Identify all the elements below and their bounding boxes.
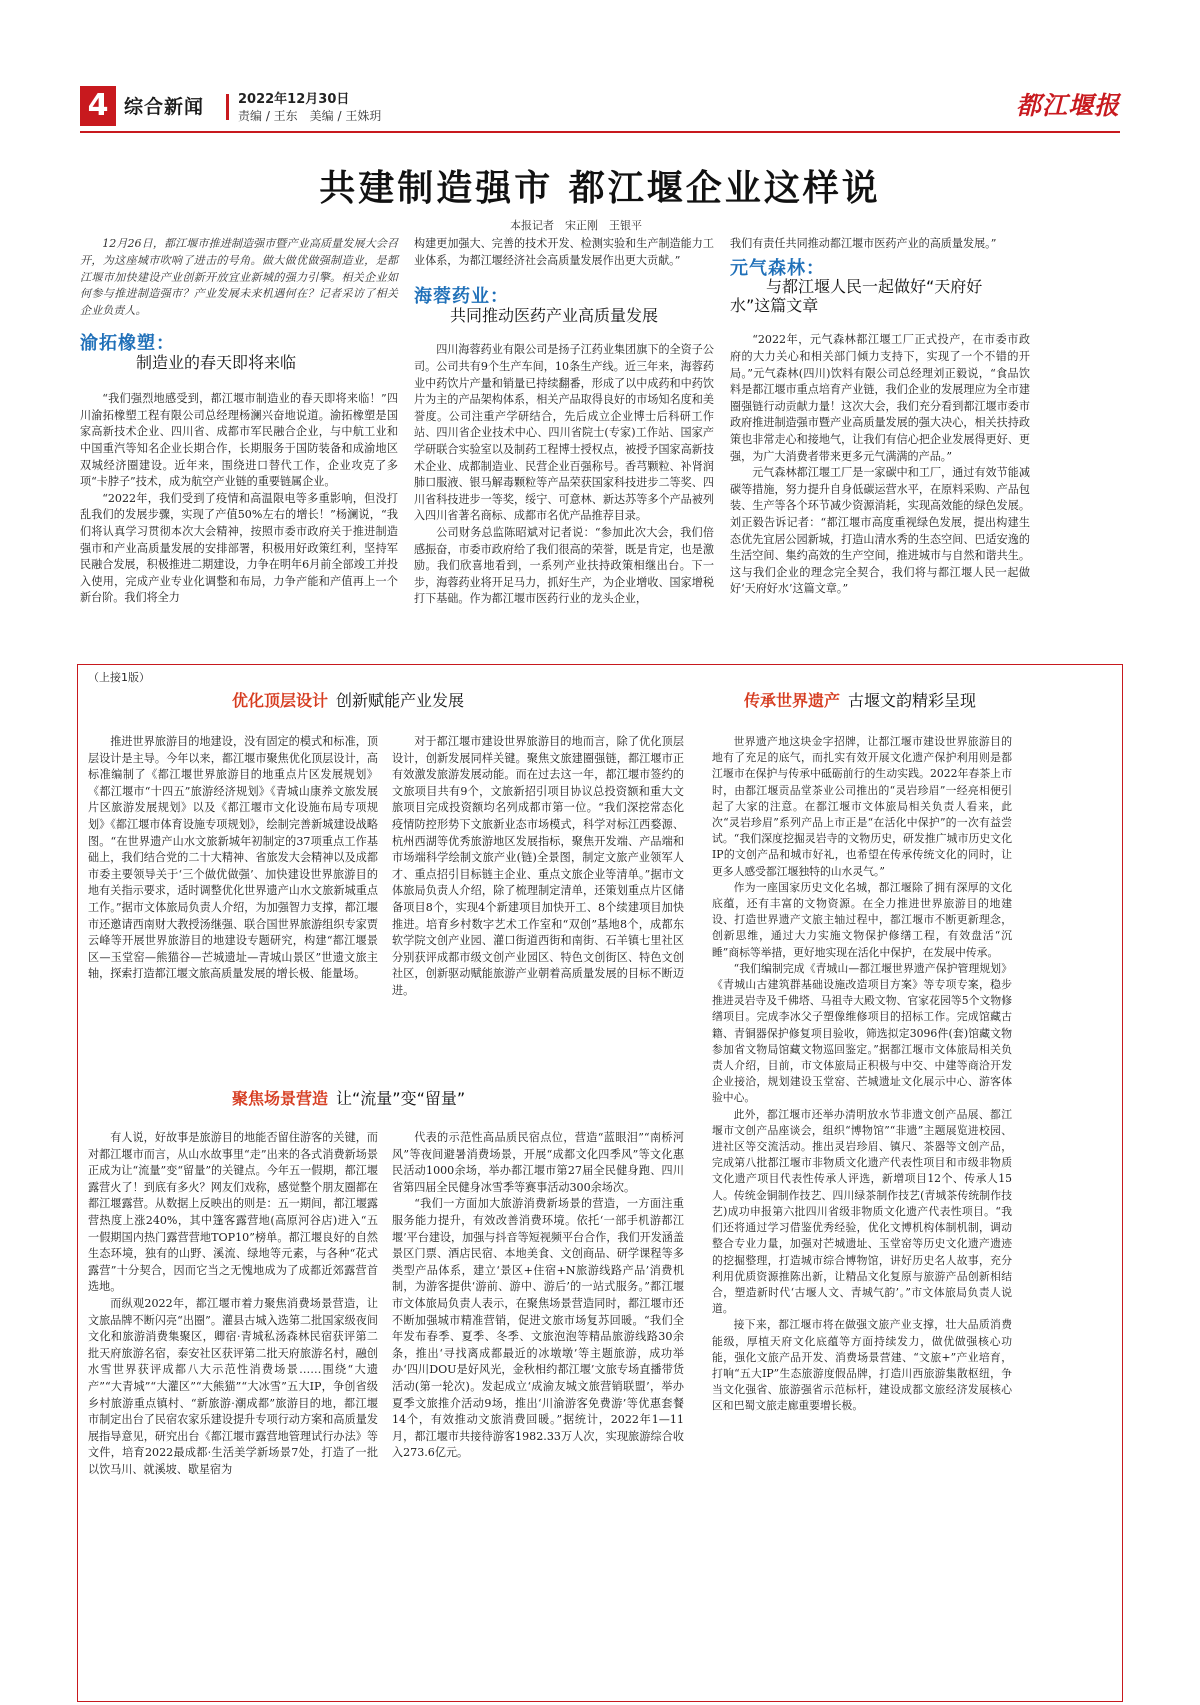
s3-column (712, 734, 1012, 1415)
paragraph: “2022年，元气森林都江堰工厂正式投产，在市委市政府的大力关心和相关部门倾力支持下，实现了一个不错的开局。”元气森林(四川)饮料有限公司总经理刘正毅说，“食品饮料是都江堰市重点培育产业链，我们企业的发展理应为全市建圈强链行动贡献力量！这次大会，我们充分看到都江堰市委市政府推进制造强市暨产业高质量发展的强大决心，相关扶持政策也非常走心和接地气，让我们有信心把企业发展得更好、更强，为广大消费者带来更多元气满满的产品。” (730, 333, 1030, 463)
page-number: 4 (80, 86, 116, 126)
section-title-s1 (232, 688, 464, 711)
paragraph: 我们有责任共同推动都江堰市医药产业的高质量发展。” (730, 237, 997, 250)
section-title-highlight: 传承世界遗产 (744, 691, 841, 710)
paragraph: 四川海蓉药业有限公司是扬子江药业集团旗下的全资子公司。公司共有9个生产车间，10条生产线。近三年来，海蓉药业中药饮片产量和销量已持续翻番，形成了以中成药和中药饮片为主的产品架构体系，相关产品取得良好的市场知名度和美誉度。公司注重产学研结合，先后成立企业博士后科研工作站、四川省企业技术中心、四川省院士(专家)工作站、国家产学研联合实验室以及制药工程博士授权点，被授予国家高新技术企业、成都制造业、民营企业百强称号。香芎颗粒、补肾润肺口服液、银马解毒颗粒等产品荣获国家科技进步二等奖、四川省科技进步一等奖，绥宁、可意林、新达苏等多个产品被列入四川省著名商标、成都市名优产品推荐目录。 (414, 343, 714, 523)
section-title-s2 (232, 1086, 465, 1109)
paragraph: 有人说，好故事是旅游目的地能否留住游客的关键，而对都江堰市而言，从山水故事里“走”出来的各式消费新场景正成为让“流量”变“留量”的关键点。今年五一假期，都江堰露营火了！到底有多火？网友们戏称，感觉整个朋友圈都在都江堰露营。从数据上反映出的则是：五一期间，都江堰露营热度上涨240%，其中篷客露营地(高原河谷店)进入“五一假期国内热门露营营地TOP10”榜单。都江堰良好的自然生态环境，独有的山野、溪流、绿地等元素，与各种“花式露营”十分契合，因而它当之无愧地成为了成都近郊露营首选地。 (88, 1131, 378, 1294)
paragraph: 代表的示范性高品质民宿点位，营造“蓝眼泪”“南桥河风”等夜间避暑消费场景，开展“成都文化四季风”等文化惠民活动1000余场，举办都江堰市第27届全民健身跑、四川省第四届全民健身冰雪季等赛事活动300余场次。 (392, 1131, 684, 1194)
masthead-rule (80, 131, 1120, 133)
article-column-3 (730, 236, 1030, 598)
paragraph: “我们一方面加大旅游消费新场景的营造，一方面注重服务能力提升，有效改善消费环境。依托‘一部手机游都江堰’平台建设，加强与抖音等短视频平台合作，我们开发涵盖景区门票、酒店民宿、本地美食、文创商品、研学课程等多类型产品体系，建立‘景区+住宿+N旅游线路产品’消费机制，为游客提供‘游前、游中、游后’的一站式服务。”都江堰市文体旅局负责人表示，在聚焦场景营造同时，都江堰市还不断加强城市精准营销，促进文旅市场复苏回暖。“我们全年发布春季、夏季、冬季、文旅泡泡等精品旅游线路30余条，推出‘寻找离成都最近的冰墩墩’等主题旅游，成功举办‘四川DOU是好风光，金秋相约都江堰’文旅专场直播带货活动(第一轮次)。发起成立‘成渝友城文旅营销联盟’，举办夏季文旅推介活动9场，推出‘川渝游客免费游’等优惠套餐14个，有效推动文旅消费回暖。”据统计，2022年1—11月，都江堰市共接待游客1982.33万人次，实现旅游综合收入273.6亿元。 (392, 1197, 684, 1460)
section-title-rest: 古堰文韵精彩呈现 (848, 691, 977, 710)
company-name-yuanqi: 元气森林： (730, 257, 825, 279)
section-title-highlight: 聚焦场景营造 (232, 1089, 329, 1108)
paragraph: 作为一座国家历史文化名城，都江堰除了拥有深厚的文化底蕴，还有丰富的文物资源。在全力推进世界旅游目的地建设、打造世界遗产文旅主轴过程中，都江堰市不断更新理念，创新思维，通过大力实施文物保护修缮工程，有效盘活“沉睡”商标等举措，更好地实现在活化中保护，在发展中传承。 (712, 880, 1012, 959)
paragraph: “我们编制完成《青城山—都江堰世界遗产保护管理规划》《青城山古建筑群基础设施改造项目方案》等专项专案，稳步推进灵岩寺及千佛塔、马祖寺大殿文物、官家花园等5个文物修缮项目。完成李冰父子塑像维修项目的招标工作。完成馆藏古籍、青铜器保护修复项目验收，筛选拟定3096件(套)馆藏文物参加省文物局馆藏文物巡回鉴定。”据都江堰市文体旅局相关负责人介绍，目前，市文体旅局正积极与中交、中建等商洽开发企业接洽，规划建设玉堂窑、芒城遗址文化展示中心、游客体验中心。 (712, 961, 1012, 1105)
company-subtitle-yuanqi-2: 水”这篇文章 (730, 295, 819, 315)
article-column-2 (414, 236, 714, 608)
company-name-yutuo: 渝拓橡塑： (80, 332, 175, 354)
newspaper-logo: 都江堰报 (1015, 91, 1120, 120)
paragraph: 推进世界旅游目的地建设，没有固定的模式和标准，顶层设计是主导。今年以来，都江堰市聚焦优化顶层设计，高标准编制了《都江堰世界旅游目的地重点片区发展规划》《都江堰市“十四五”旅游经济规划》《青城山康养文旅发展片区旅游发展规划》以及《都江堰市文化设施布局专项规划》《都江堰市体育设施专项规划》，绘制完善新城建设战略图。“在世界遗产山水文旅新城年初制定的37项重点工作基础上，我们结合党的二十大精神、省旅发大会精神以及成都市委主要领导关于‘三个做优做强’、加快建设世界旅游目的地有关指示要求，适时调整优化世界遗产山水文旅新城重点工作。”据市文体旅局负责人介绍，为加强智力支撑，都江堰市还邀请西南财大教授汤继强、联合国世界旅游组织专家贾云峰等开展世界旅游目的地建设专题研究，构建“都江堰景区—玉堂窑—熊猫谷—芒城遗址—青城山景区”世遗文旅主轴，探索打造都江堰文旅高质量发展的增长极、能量场。 (88, 735, 378, 981)
company-subtitle-yutuo: 制造业的春天即将来临 (136, 352, 297, 372)
company-name-haorong: 海蓉药业： (414, 286, 509, 308)
article-headline: 共建制造强市 都江堰企业这样说 (319, 167, 881, 209)
paragraph: 构建更加强大、完善的技术开发、检测实验和生产制造能力工业体系，为都江堰经济社会高质量发展作出更大贡献。” (414, 237, 714, 267)
s2-column-1 (88, 1130, 378, 1478)
paragraph: “2022年，我们受到了疫情和高温限电等多重影响，但没打乱我们的发展步骤，实现了产值50%左右的增长！”杨澜说，“我们将认真学习贯彻本次大会精神，按照市委市政府关于推进制造强市和产业高质量发展的安排部署，积极用好政策红利，坚持军民融合发展，积极推进二期建设，力争在明年6月前全部竣工并投入使用，完成产业专业化调整和布局，力争产能和产值再上一个新台阶。我们将全力 (80, 491, 398, 605)
article-lead: 12月26日，都江堰市推进制造强市暨产业高质量发展大会召开，为这座城市吹响了进击的号角。做大做优做强制造业，是都江堰市加快建设产业创新开放宜业新城的强力引擎。相关企业如何参与推进制造强市？产业发展未来机遇何在？记者采访了相关企业负责人。 (80, 237, 398, 318)
company-subtitle-haorong: 共同推动医药产业高质量发展 (450, 305, 659, 325)
paragraph: “我们强烈地感受到，都江堰市制造业的春天即将来临！”四川渝拓橡塑工程有限公司总经理杨澜兴奋地说道。渝拓橡塑是国家高新技术企业、四川省、成都市军民融合企业，与中航工业和中国重汽等知名企业长期合作，长期服务于国防装备和成渝地区双城经济圈建设。近年来，围绕进口替代工作，企业攻克了多项“卡脖子”技术，成为航空产业链的重要链属企业。 (80, 392, 398, 489)
company-subtitle-yuanqi: 与都江堰人民一起做好“天府好 (766, 277, 983, 297)
s2-column-2 (392, 1130, 684, 1462)
s1-column-2 (392, 734, 684, 1000)
s1-column-1 (88, 734, 378, 983)
paragraph: 元气森林都江堰工厂是一家碳中和工厂，通过有效节能减碳等措施，努力提升自身低碳运营水平，在原料采购、产品包装、生产等各个环节减少资源消耗，实现高效能的绿色发展。刘正毅告诉记者：“都江堰市高度重视绿色发展，提出构建生态优先宜居公园新城，打造山清水秀的生态空间、巴适安逸的生活空间、集约高效的生产空间，推进城市与自然和谐共生。这与我们企业的理念完全契合，我们将与都江堰人民一起做好‘天府好水’这篇文章。” (730, 466, 1030, 596)
paragraph: 此外，都江堰市还举办清明放水节非遗文创产品展、都江堰市文创产品座谈会，组织“博物馆”“非遗”主题展览进校园、进社区等交流活动。推出灵岩珍眉、镇尺、茶器等文创产品，完成第八批都江堰市非物质文化遗产代表性项目和市级非物质文化遗产项目代表性传承人评选，新增项目12个、传承人15人。传统金铜制作技艺、四川绿茶制作技艺(青城茶传统制作技艺)成功申报第六批四川省级非物质文化遗产代表性项目。“我们还将通过学习借鉴优秀经验，优化文博机构体制机制，调动整合专业力量，加强对芒城遗址、玉堂窑等历史文化遗产遗迹的挖掘整理，打造城市综合博物馆，讲好历史名人故事，充分利用优质资源推陈出新，让精品文化复原与旅游产品创新相结合，塑造新时代‘古堰人文、青城气韵’。”市文体旅局负责人说道。 (712, 1107, 1012, 1316)
masthead (80, 86, 1120, 128)
section-title-s3 (744, 688, 976, 711)
paragraph: 公司财务总监陈昭斌对记者说：“参加此次大会，我们倍感振奋，市委市政府给了我们很高的荣誉，既是肯定，也是激励。我们欣喜地看到，一系列产业扶持政策相继出台。下一步，海蓉药业将开足马力，抓好生产，为企业增收、国家增税打下基础。作为都江堰市医药行业的龙头企业， (414, 525, 714, 606)
section-title-rest: 创新赋能产业发展 (336, 691, 465, 710)
section-title-highlight: 优化顶层设计 (232, 691, 329, 710)
section-title-rest: 让“流量”变“留量” (336, 1089, 466, 1108)
article-byline: 本报记者 宋正刚 王银平 (510, 219, 642, 232)
masthead-separator (226, 94, 229, 120)
paragraph: 世界遗产地这块金字招牌，让都江堰市建设世界旅游目的地有了充足的底气，而扎实有效开展文化遗产保护利用则是都江堰市在保护与传承中砥砺前行的生动实践。2022年春茶上市时，由都江堰贡品堂茶业公司推出的“灵岩珍眉”一经亮相便引起了大家的注意。在都江堰市文体旅局相关负责人看来，此次“灵岩珍眉”系列产品上市正是“在活化中保护”的一次有益尝试。“我们深度挖掘灵岩寺的文物历史，研发推广城市历史文化IP的文创产品和城市好礼，也希望在传承传统文化的同时，让更多人感受都江堰独特的山水灵气。” (712, 735, 1012, 878)
paragraph: 接下来，都江堰市将在做强文旅产业支撑，壮大品质消费能级，厚植天府文化底蕴等方面持续发力，做优做强核心功能，强化文旅产品开发、消费场景营建、“文旅+”产业培育，打响“五大IP”生态旅游度假品牌，打造川西旅游集散枢纽，争当文化强省、旅游强省示范标杆，建设成都文旅经济发展核心区和巴蜀文旅走廊重要增长极。 (712, 1318, 1012, 1413)
paragraph: 而纵观2022年，都江堰市着力聚焦消费场景营造，让文旅品牌不断闪亮“出圈”。灌县古城入选第二批国家级夜间文化和旅游消费集聚区，卿宿·青城私汤森林民宿获评第二批天府旅游名宿，泰安社区获评第二批天府旅游名村，融创水雪世界获评成都八大示范性消费场景……围绕“大遗产”“大青城”“大灌区”“大熊猫”“大冰雪”五大IP，争创省级乡村旅游重点镇村、“新旅游·潮成都”旅游目的地，都江堰市制定出台了民宿农家乐建设提升专项行动方案和高质量发展指导意见，研究出台《都江堰市露营地管理试行办法》等文件，培育2022最成都·生活美学新场景7处，打造了一批以饮马川、就溪坡、歇星宿为 (88, 1296, 378, 1476)
continued-from-note: （上接1版） (88, 671, 150, 684)
paragraph: 对于都江堰市建设世界旅游目的地而言，除了优化顶层设计，创新发展同样关键。聚焦文旅建圈强链，都江堰市正有效激发旅游发展动能。而在过去这一年，都江堰市签约的文旅项目共有9个，文旅新招引项目协议总投资额和重大文旅项目完成投资额均名列成都市第一位。“我们深挖常态化疫情防控形势下文旅新业态市场模式，科学对标江西婺源、杭州西湖等优秀旅游地区发展指标，聚焦开发端、产品端和市场端科学绘制文旅产业(链)全景图，制定文旅产业领军人才、重点招引目标链主企业、重点文旅企业等清单。”据市文体旅局负责人介绍，除了梳理制定清单，还策划重点片区储备项目8个，实现4个新建项目加快开工、8个续建项目加快推进。培育乡村数字艺术工作室和“双创”基地8个，成都东软学院文创产业园、灌口街道西街和南街、石羊镇七里社区分别获评成都市级文创产业园区、特色文创街区、特色文创社区，创新驱动赋能旅游产业朝着高质量发展的目标不断迈进。 (392, 735, 684, 997)
editors-credit: 责编 / 王东 美编 / 王姝玥 (238, 109, 382, 123)
issue-date: 2022年12月30日 (238, 92, 350, 107)
article-column-1 (80, 236, 398, 607)
section-name: 综合新闻 (124, 96, 205, 118)
